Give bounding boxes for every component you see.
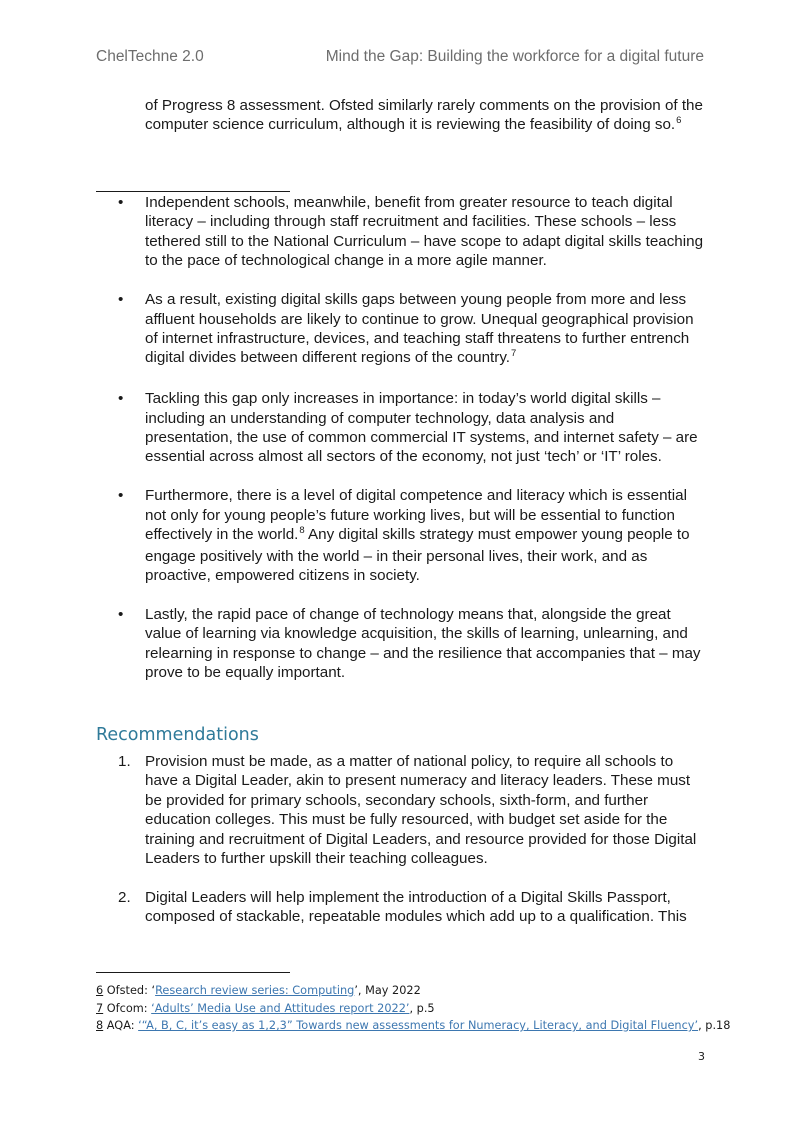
- header-org-name: ChelTechne 2.0: [96, 48, 204, 65]
- page-header: [96, 48, 704, 68]
- bullet-marker: •: [118, 194, 124, 211]
- intro-text: of Progress 8 assessment. Ofsted similarly rarely comments on the provision of the computer science curriculum, although it is reviewing the feasibility of doing so.: [145, 97, 703, 134]
- footnote-ref[interactable]: 7: [511, 348, 517, 360]
- bullet-marker: •: [118, 487, 124, 505]
- footnote: [96, 1000, 736, 1018]
- footnote-suffix: , p.5: [409, 1001, 435, 1015]
- recommendations-heading: Recommendations: [96, 725, 259, 745]
- footnote-link[interactable]: ‘“A, B, C, it’s easy as 1,2,3” Towards new assessments for Numeracy, Literacy, and Digital Fluency’: [138, 1019, 699, 1032]
- footnote-separator: [96, 972, 290, 973]
- bullet-marker: •: [118, 605, 124, 623]
- item-number: 2.: [118, 888, 131, 906]
- footnote-link[interactable]: Research review series: Computing: [155, 984, 355, 997]
- bullet-item: [96, 290, 706, 370]
- footnote-ref[interactable]: 6: [676, 115, 682, 127]
- bullet-text-continued: Any digital skills strategy must empower young people to engage positively with the world – in their personal lives, their work, and as proactive, empowered citizens in society.: [145, 526, 690, 584]
- recommendation-item: [96, 888, 706, 927]
- bullet-item: [96, 605, 706, 683]
- bullet-marker: •: [118, 291, 124, 309]
- intro-paragraph: [145, 96, 705, 137]
- bullet-list: [96, 193, 706, 702]
- recommendation-text: Provision must be made, as a matter of national policy, to require all schools to have a Digital Leader, akin to present numeracy and literacy leaders. These must be provided for primary schools, secondary schools, sixth-form, and further education colleges. This must be fully resourced, with budget set aside for the training and recruitment of Digital Leaders, and resource provided for those Digital Leaders to further upskill their teaching colleagues.: [145, 753, 697, 868]
- header-document-title: Mind the Gap: Building the workforce for a digital future: [325, 48, 704, 65]
- bullet-item: [96, 486, 706, 585]
- recommendation-text: Digital Leaders will help implement the introduction of a Digital Skills Passport, composed of stackable, repeatable modules which add up to a qualification. This: [145, 888, 687, 926]
- bullet-item: [96, 193, 706, 271]
- page-number: 3: [698, 1050, 705, 1063]
- footnote-source: AQA:: [103, 1019, 139, 1032]
- footnote-number: 7: [96, 1001, 104, 1015]
- bullet-text: Independent schools, meanwhile, benefit from greater resource to teach digital literacy – including through staff recruitment and facilities. These schools – less tethered still to the National Curriculum – have scope to adapt digital skills teaching to the pace of technological change in a more agile manner.: [145, 194, 704, 270]
- footnote-number: 6: [96, 984, 104, 997]
- footnote-suffix: ’, May 2022: [354, 984, 421, 997]
- bullet-text: Lastly, the rapid pace of change of technology means that, alongside the great value of learning via knowledge acquisition, the skills of learning, unlearning, and relearning in response to change – and the resilience that accompanies that – may prove to be equally important.: [145, 605, 701, 682]
- recommendation-item: [96, 752, 706, 868]
- section-divider: [96, 191, 290, 192]
- bullet-text: As a result, existing digital skills gaps between young people from more and less affluent households are likely to continue to grow. Unequal geographical provision of internet infrastructure, devices, and teaching staff threatens to further entrench digital divides between different regions of the country.: [145, 291, 694, 367]
- footnote-source: Ofsted: ‘: [103, 984, 156, 997]
- bullet-text: Tackling this gap only increases in importance: in today’s world digital skills – including an understanding of computer technology, data analysis and presentation, the use of common commercial IT systems, and internet safety – are essential across almost all sectors of the economy, not just ‘tech’ or ‘IT’ roles.: [145, 390, 698, 466]
- footnote-suffix: , p.18: [698, 1019, 731, 1032]
- bullet-text: Furthermore, there is a level of digital competence and literacy which is essential not only for young people’s future working lives, but will be essential to function effectively in the world.: [145, 487, 687, 544]
- item-number: 1.: [118, 753, 131, 770]
- footnote-number: 8: [96, 1019, 104, 1032]
- footnote-link[interactable]: ‘Adults’ Media Use and Attitudes report 2022’: [151, 1001, 410, 1015]
- recommendations-list: [96, 752, 706, 946]
- footnote-source: Ofcom:: [103, 1001, 152, 1015]
- footnotes: [96, 982, 736, 1035]
- footnote-ref[interactable]: 8: [299, 525, 305, 537]
- bullet-marker: •: [118, 390, 124, 408]
- footnote: [96, 982, 736, 1000]
- bullet-item: [96, 389, 706, 467]
- footnote: [96, 1017, 736, 1035]
